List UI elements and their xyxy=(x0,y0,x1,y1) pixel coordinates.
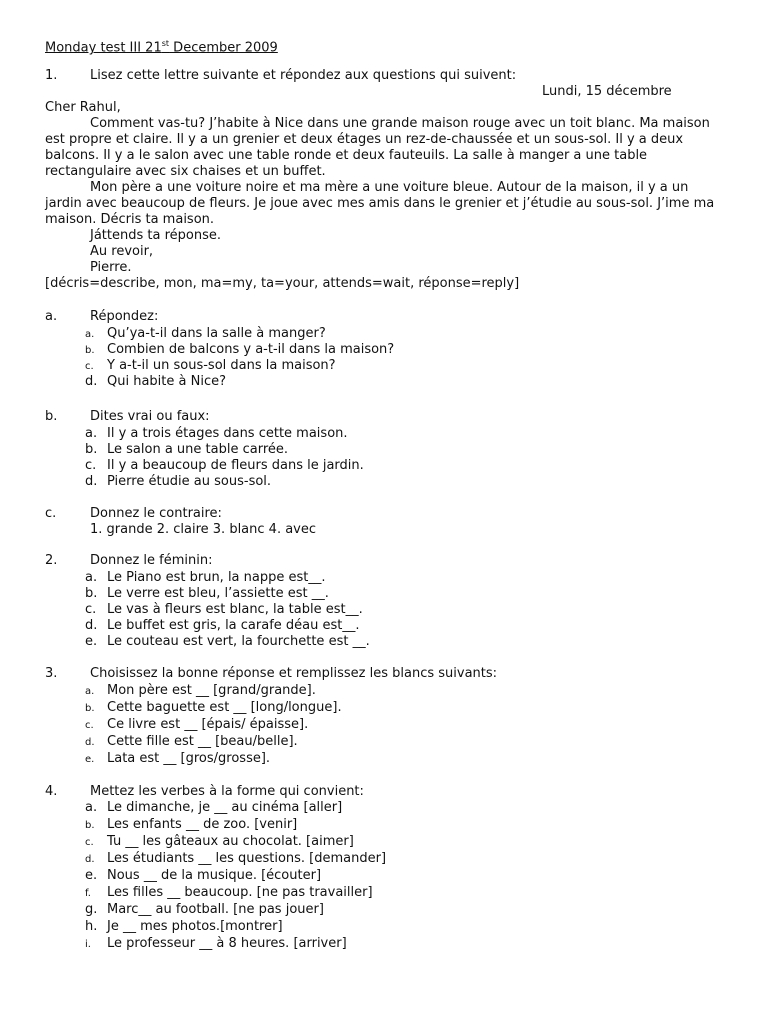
question-4-list xyxy=(85,800,386,953)
section-c-number: c. xyxy=(45,506,57,521)
list-item xyxy=(85,817,386,834)
list-marker: c. xyxy=(85,602,97,617)
letter-signature: Pierre. xyxy=(90,260,132,275)
list-item-text: Tu __ les gâteaux au chocolat. [aimer] xyxy=(107,834,354,849)
list-item xyxy=(85,800,386,817)
list-item xyxy=(85,868,386,885)
list-marker: f. xyxy=(85,888,91,899)
list-item xyxy=(85,342,394,358)
list-item-text: Pierre étudie au sous-sol. xyxy=(107,474,272,489)
list-item-text: Le salon a une table carrée. xyxy=(107,442,289,457)
list-item xyxy=(85,683,342,700)
page-title xyxy=(45,36,278,56)
list-item-text: Les filles __ beaucoup. [ne pas travailler] xyxy=(107,885,373,900)
list-marker: b. xyxy=(85,442,98,457)
title-sup: st xyxy=(161,39,170,48)
question-3-number: 3. xyxy=(45,666,58,681)
list-item xyxy=(85,834,386,851)
list-marker: d. xyxy=(85,474,98,489)
list-marker: a. xyxy=(85,686,95,697)
list-marker: a. xyxy=(85,570,98,585)
list-item-text: Je __ mes photos.[montrer] xyxy=(107,919,283,934)
list-marker: d. xyxy=(85,374,98,389)
question-3-text: Choisissez la bonne réponse et remplissez les blancs suivants: xyxy=(90,666,498,681)
letter-paragraph-2: Mon père a une voiture noire et ma mère a une voiture bleue. Autour de la maison, il y a un jardin avec beaucoup de fleurs. Je joue avec mes amis dans le grenier et j’étudie au sous-sol. J’ime ma maison. Décris ta maison. xyxy=(45,180,715,227)
list-item-text: Les étudiants __ les questions. [demander] xyxy=(107,851,387,866)
list-item-text: Qu’ya-t-il dans la salle à manger? xyxy=(107,326,326,341)
list-marker: b. xyxy=(85,703,95,714)
section-b-text: Dites vrai ou faux: xyxy=(90,409,210,424)
question-4-text: Mettez les verbes à la forme qui convient: xyxy=(90,784,364,799)
letter-paragraph-1: Comment vas-tu? J’habite à Nice dans une grande maison rouge avec un toit blanc. Ma maison est propre et claire. Il y a un grenier et deux étages un rez-de-chaussée et un sous-sol. Il y a deux balcons. Il y a le salon avec une table ronde et deux fauteuils. La salle à manger a une table rectangulaire avec six chaises et un buffet. xyxy=(45,116,710,179)
list-marker: a. xyxy=(85,426,98,441)
list-item xyxy=(85,717,342,734)
list-marker: b. xyxy=(85,345,95,356)
section-b-list xyxy=(85,426,364,490)
question-1-text: Lisez cette lettre suivante et répondez aux questions qui suivent: xyxy=(90,68,517,83)
list-item-text: Y a-t-il un sous-sol dans la maison? xyxy=(107,358,336,373)
list-marker: b. xyxy=(85,586,98,601)
section-a-text: Répondez: xyxy=(90,309,159,324)
list-item xyxy=(85,734,342,751)
letter-closing-2: Au revoir, xyxy=(90,244,154,259)
list-item-text: Marc__ au football. [ne pas jouer] xyxy=(107,902,324,917)
section-c-text: Donnez le contraire: xyxy=(90,506,222,521)
list-marker: h. xyxy=(85,919,98,934)
list-marker: d. xyxy=(85,854,95,865)
list-item xyxy=(85,885,386,902)
list-item xyxy=(85,851,386,868)
list-marker: i. xyxy=(85,939,91,950)
list-item xyxy=(85,602,370,618)
list-item-text: Le professeur __ à 8 heures. [arriver] xyxy=(107,936,347,951)
title-post: December 2009 xyxy=(169,40,278,56)
list-item xyxy=(85,902,386,919)
question-2-text: Donnez le féminin: xyxy=(90,553,213,568)
list-item-text: Qui habite à Nice? xyxy=(107,374,226,389)
list-item xyxy=(85,474,364,490)
question-4-number: 4. xyxy=(45,784,58,799)
list-item xyxy=(85,374,394,390)
list-marker: d. xyxy=(85,737,95,748)
list-item-text: Cette fille est __ [beau/belle]. xyxy=(107,734,298,749)
list-marker: e. xyxy=(85,868,98,883)
letter-salutation: Cher Rahul, xyxy=(45,100,121,115)
list-item-text: Nous __ de la musique. [écouter] xyxy=(107,868,322,883)
list-item xyxy=(85,634,370,650)
letter-body xyxy=(45,100,725,292)
list-item-text: Le buffet est gris, la carafe déau est__. xyxy=(107,618,360,633)
question-2-number: 2. xyxy=(45,553,58,568)
list-item xyxy=(85,618,370,634)
list-marker: c. xyxy=(85,361,94,372)
list-marker: e. xyxy=(85,754,95,765)
list-item-text: Le dimanche, je __ au cinéma [aller] xyxy=(107,800,343,815)
section-a-list xyxy=(85,326,394,390)
list-marker: a. xyxy=(85,800,98,815)
list-item-text: Les enfants __ de zoo. [venir] xyxy=(107,817,298,832)
letter-date: Lundi, 15 décembre xyxy=(542,84,672,99)
title-pre: Monday test III 21 xyxy=(45,40,162,56)
list-marker: d. xyxy=(85,618,98,633)
list-item-text: Combien de balcons y a-t-il dans la maison? xyxy=(107,342,395,357)
list-item xyxy=(85,570,370,586)
section-a-number: a. xyxy=(45,309,58,324)
list-item xyxy=(85,700,342,717)
section-c-words: 1. grande 2. claire 3. blanc 4. avec xyxy=(90,522,317,537)
list-marker: c. xyxy=(85,837,94,848)
list-marker: g. xyxy=(85,902,98,917)
list-item-text: Lata est __ [gros/grosse]. xyxy=(107,751,271,766)
section-b-number: b. xyxy=(45,409,58,424)
list-item xyxy=(85,458,364,474)
list-item xyxy=(85,936,386,953)
list-item-text: Il y a trois étages dans cette maison. xyxy=(107,426,348,441)
question-1-number: 1. xyxy=(45,68,58,83)
letter-closing-1: Játtends ta réponse. xyxy=(90,228,221,243)
list-item xyxy=(85,586,370,602)
list-marker: a. xyxy=(85,329,95,340)
list-item xyxy=(85,751,342,768)
list-marker: c. xyxy=(85,720,94,731)
list-item-text: Il y a beaucoup de fleurs dans le jardin. xyxy=(107,458,364,473)
list-marker: e. xyxy=(85,634,98,649)
list-item-text: Le couteau est vert, la fourchette est __. xyxy=(107,634,370,649)
list-item-text: Le verre est bleu, l’assiette est __. xyxy=(107,586,329,601)
list-item xyxy=(85,358,394,374)
list-item-text: Le vas à fleurs est blanc, la table est__. xyxy=(107,602,363,617)
list-item-text: Mon père est __ [grand/grande]. xyxy=(107,683,316,698)
list-item xyxy=(85,426,364,442)
list-item xyxy=(85,919,386,936)
letter-glossary: [décris=describe, mon, ma=my, ta=your, attends=wait, réponse=reply] xyxy=(45,276,520,291)
list-item xyxy=(85,442,364,458)
list-item-text: Le Piano est brun, la nappe est__. xyxy=(107,570,326,585)
list-marker: b. xyxy=(85,820,95,831)
list-item-text: Cette baguette est __ [long/longue]. xyxy=(107,700,342,715)
list-marker: c. xyxy=(85,458,97,473)
question-3-list xyxy=(85,683,342,768)
list-item xyxy=(85,326,394,342)
list-item-text: Ce livre est __ [épais/ épaisse]. xyxy=(107,717,309,732)
question-2-list xyxy=(85,570,370,650)
